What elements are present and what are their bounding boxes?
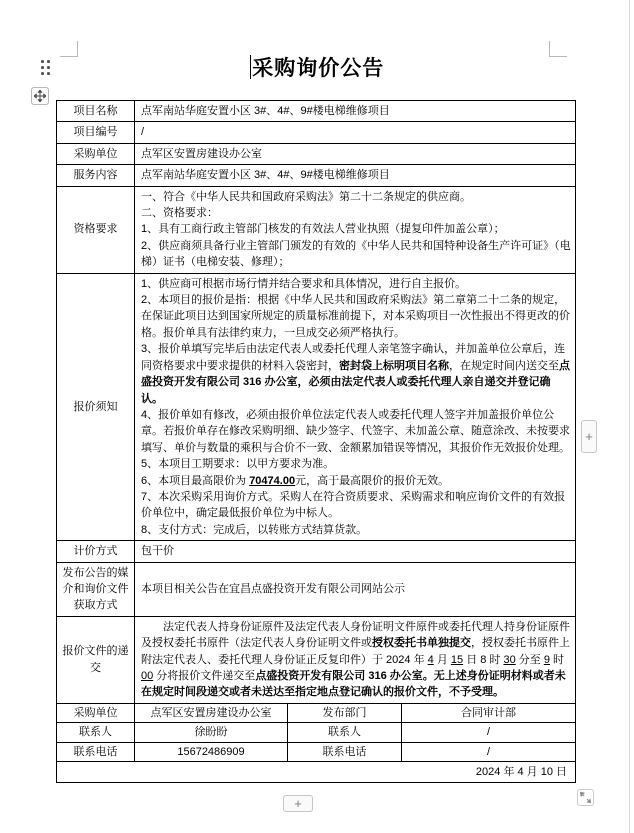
quote-note-paragraph[interactable]: [141, 489, 571, 522]
text-segment: 4、报价单如有修改，必须由报价单位法定代表人或委托代理人签字并加盖报价单位公章。若报价单存在修改采购明细、缺少签字、代签字、未加盖公章、随意涂改、未按要求填写、单价与数量的乘积与合价不一致、金额累加错误等情况，其报价作无效报价处理。: [141, 408, 570, 454]
table-row: [57, 703, 576, 722]
text-segment: ，授权委托书原件上附法定代表人、委托代理人身份证正反复印件）于 2024 年: [141, 637, 570, 666]
document-title[interactable]: 采购询价公告: [252, 57, 385, 80]
text-segment: 70474.00: [249, 474, 296, 487]
quote-note-paragraph[interactable]: [141, 341, 571, 407]
table-row: [57, 742, 576, 761]
contact-cell[interactable]: 联系人: [57, 723, 135, 742]
quote-note-paragraph[interactable]: [141, 473, 571, 489]
quote-notes-value[interactable]: [135, 273, 576, 541]
qualification-paragraph[interactable]: 1、具有工商行政主管部门核发的有效法人营业执照（提复印件加盖公章）；: [141, 223, 505, 236]
text-segment: 7、本次采购采用询价方式。采购人在符合资质要求、采购需求和响应询价文件的有效报价单位中，确定最低报价单位为中标人。: [141, 490, 566, 520]
text-segment: ，在规定时间内送交至: [449, 359, 559, 372]
contact-cell[interactable]: 点军区安置房建设办公室: [135, 703, 288, 722]
add-column-button[interactable]: [581, 420, 597, 453]
announcement-table: [56, 100, 576, 783]
pricing-method-value[interactable]: 包干价: [135, 541, 576, 562]
text-segment: 9: [543, 653, 550, 666]
table-row: [57, 186, 576, 273]
qualification-paragraph[interactable]: 一、符合《中华人民共和国政府采购法》第二十二条规定的供应商。: [141, 190, 471, 203]
table-row: [57, 122, 576, 143]
table-row: [57, 273, 576, 541]
move-cross-icon: [34, 90, 46, 102]
text-segment: 点盛投资开发有限公司 316 办公室。无上述身份证明材料或者未在规定时间段递交或者未送达至指定地点登记确认的报价文件，不予受理。: [141, 670, 566, 699]
text-segment: 5、本项目工期要求：以甲方要求为准。: [141, 458, 335, 471]
table-move-handle[interactable]: [31, 87, 49, 105]
text-segment: 日 8 时: [463, 653, 504, 666]
quote-note-paragraph[interactable]: [141, 407, 571, 456]
text-segment: 元，高于最高限价的报价无效。: [295, 474, 450, 487]
plus-icon: +: [585, 429, 593, 444]
row-label-qualification[interactable]: 资格要求: [57, 186, 135, 273]
contact-cell[interactable]: 联系电话: [57, 742, 135, 761]
table-row: [57, 101, 576, 122]
table-row: [57, 165, 576, 186]
text-segment: 月: [433, 653, 451, 666]
text-segment: 8、支付方式：完成后，以转账方式结算货款。: [141, 523, 368, 536]
resize-diagonal-icon: [579, 791, 592, 804]
text-segment: 4: [427, 653, 434, 666]
contact-cell[interactable]: 徐盼盼: [135, 723, 288, 742]
text-segment: 密封袋上标明项目名称: [339, 359, 449, 372]
qualification-paragraph[interactable]: 二、资格要求：: [141, 207, 218, 220]
project-name-value[interactable]: 点军南站华庭安置小区 3#、4#、9#楼电梯维修项目: [135, 101, 576, 122]
contact-cell[interactable]: /: [402, 723, 576, 742]
text-segment: 15: [450, 653, 464, 666]
text-segment: 3、报价单填写完毕后由法定代表人或委托代理人亲笔签字确认，并加盖单位公章后，连同资格要求中要求提供的材料入袋密封，: [141, 343, 566, 372]
contact-cell[interactable]: 合同审计部: [402, 703, 576, 722]
row-label-project-name[interactable]: 项目名称: [57, 101, 135, 122]
row-label-announcement-media[interactable]: 发布公告的媒介和询价文件获取方式: [57, 562, 135, 616]
contact-cell[interactable]: 联系人: [288, 723, 402, 742]
text-segment: 点盛投资开发有限公司 316 办公室，必须由法定代表人或委托代理人亲自递交并登记确认。: [141, 359, 570, 405]
submission-paragraph[interactable]: [141, 619, 571, 701]
contact-cell[interactable]: 采购单位: [57, 703, 135, 722]
quote-note-paragraph[interactable]: [141, 292, 571, 341]
table-row: [57, 762, 576, 783]
quote-note-paragraph[interactable]: [141, 522, 571, 538]
text-segment: 30: [503, 653, 516, 666]
table-row: [57, 616, 576, 703]
qualification-paragraph[interactable]: 2、供应商须具备行业主管部门颁发的有效的《中华人民共和国特种设备生产许可证》（电梯）证书（电梯安装、修理）；: [141, 239, 571, 269]
plus-icon: +: [294, 796, 302, 811]
text-segment: 2、本项目的报价是指：根据《中华人民共和国政府采购法》第二章第二十二条的规定，在保证此项目达到国家所规定的质量标准前提下，对本采购项目一次性报出不得更改的价格。报价单具有法律约束力，一旦成交必须严格执行。: [141, 294, 570, 339]
row-label-project-number[interactable]: 项目编号: [57, 122, 135, 143]
contact-cell[interactable]: 发布部门: [288, 703, 402, 722]
quote-note-paragraph[interactable]: [141, 456, 571, 472]
announcement-table-container: [56, 100, 593, 783]
text-segment: 分至: [515, 653, 544, 666]
announcement-media-value[interactable]: 本项目相关公告在宜昌点盛投资开发有限公司网站公示: [135, 562, 576, 616]
table-row: [57, 541, 576, 562]
project-number-value[interactable]: /: [135, 122, 576, 143]
page-right-edge-line: [629, 0, 630, 833]
text-segment: 授权委托书单独提交: [372, 637, 471, 650]
text-segment: 6、本项目最高限价为: [141, 474, 250, 487]
text-segment: 00: [141, 670, 154, 682]
table-row: [57, 723, 576, 742]
text-caret: [250, 55, 252, 79]
text-segment: 时: [549, 653, 565, 666]
purchasing-unit-value[interactable]: 点军区安置房建设办公室: [135, 143, 576, 164]
quote-note-paragraph[interactable]: [141, 276, 571, 292]
announcement-date[interactable]: 2024 年 4 月 10 日: [57, 762, 576, 783]
submission-value[interactable]: [135, 616, 576, 703]
row-label-quote-notes[interactable]: 报价须知: [57, 273, 135, 541]
text-segment: 法定代表人持身份证原件及法定代表人身份证明文件原件或委托代理人持身份证原件及授权委托书原件（法定代表人身份证明文件或: [141, 620, 570, 650]
row-label-service-content[interactable]: 服务内容: [57, 165, 135, 186]
text-segment: 1、供应商可根据市场行情并结合要求和具体情况，进行自主报价。: [141, 277, 467, 290]
table-row: [57, 562, 576, 616]
row-label-submission[interactable]: 报价文件的递交: [57, 616, 135, 703]
add-row-button[interactable]: [283, 795, 313, 812]
service-content-value[interactable]: 点军南站华庭安置小区 3#、4#、9#楼电梯维修项目: [135, 165, 576, 186]
contact-cell[interactable]: 15672486909: [135, 742, 288, 761]
qualification-value[interactable]: [135, 186, 576, 273]
row-label-purchasing-unit[interactable]: 采购单位: [57, 143, 135, 164]
contact-cell[interactable]: /: [402, 742, 576, 761]
table-row: [57, 143, 576, 164]
text-segment: 分将报价文件递交至: [153, 670, 256, 682]
contact-cell[interactable]: 联系电话: [288, 742, 402, 761]
row-label-pricing-method[interactable]: 计价方式: [57, 541, 135, 562]
table-resize-handle[interactable]: [577, 789, 594, 806]
